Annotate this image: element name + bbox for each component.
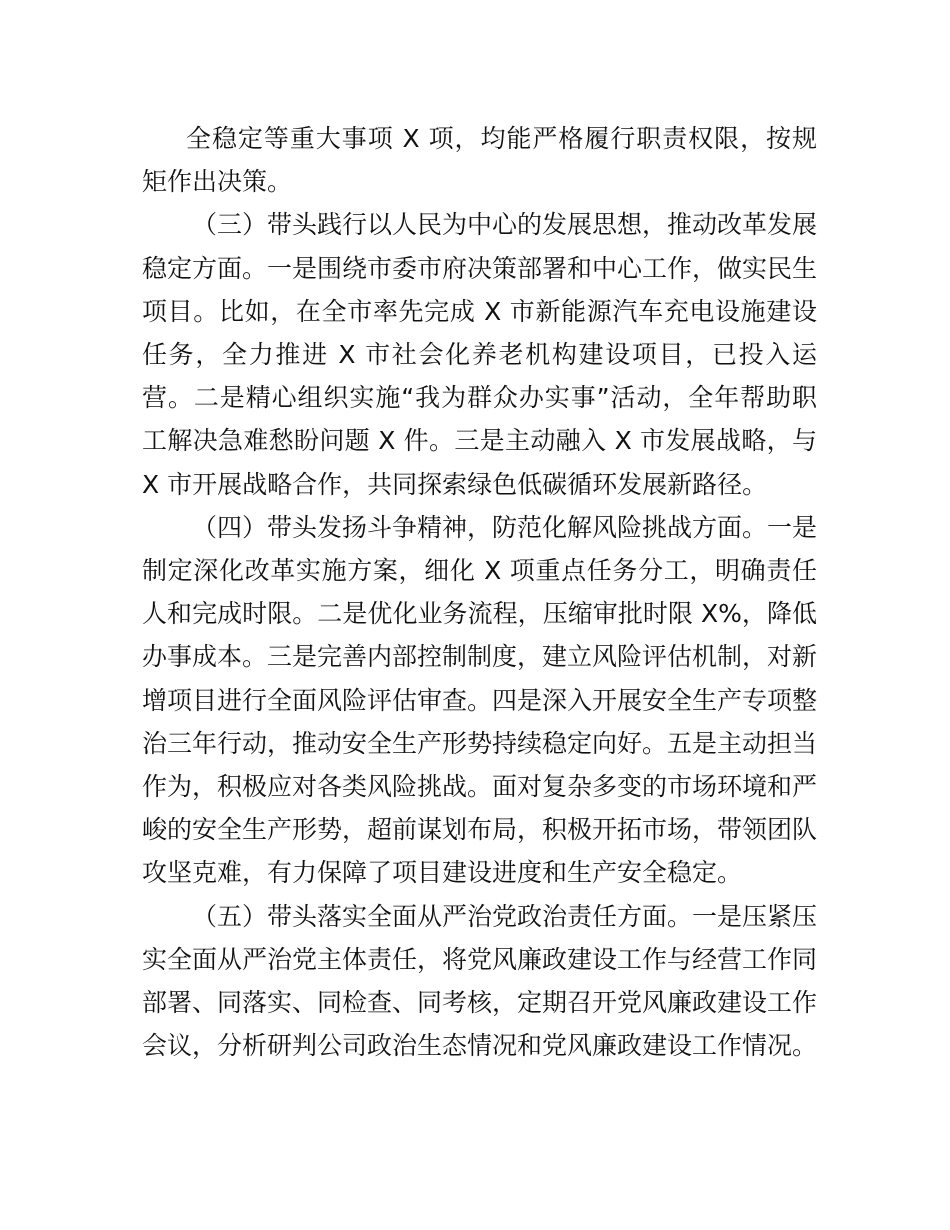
paragraph-section-3: （三）带头践行以人民为中心的发展思想，推动改革发展稳定方面。一是围绕市委市府决策部署和中心工作，做实民生项目。比如，在全市率先完成 X 市新能源汽车充电设施建设任务，全力推进 X 市社会化养老机构建设项目，已投入运营。二是精心组织实施“我为群众办实事”活动，全年帮助职工解决急难愁盼问题 X 件。三是主动融入 X 市发展战略，与 X 市开展战略合作，共同探索绿色低碳循环发展新路径。 (142, 210, 818, 499)
paragraph-section-4: （四）带头发扬斗争精神，防范化解风险挑战方面。一是制定深化改革实施方案，细化 X 项重点任务分工，明确责任人和完成时限。二是优化业务流程，压缩审批时限 X%，降低办事成本。三是完善内部控制制度，建立风险评估机制，对新增项目进行全面风险评估审查。四是深入开展安全生产专项整治三年行动，推动安全生产形势持续稳定向好。五是主动担当作为，积极应对各类风险挑战。面对复杂多变的市场环境和严峻的安全生产形势，超前谋划布局，积极开拓市场，带领团队攻坚克难，有力保障了项目建设进度和生产安全稳定。 (142, 512, 818, 888)
paragraph-continued: 全稳定等重大事项 X 项，均能严格履行职责权限，按规矩作出决策。 (142, 124, 817, 197)
paragraph-section-5: （五）带头落实全面从严治党政治责任方面。一是压紧压实全面从严治党主体责任，将党风廉政建设工作与经营工作同部署、同落实、同检查、同考核，定期召开党风廉政建设工作会议，分析研判公司政治生态情况和党风廉政建设工作情况。 (142, 901, 818, 1061)
document-body (142, 117, 817, 1067)
